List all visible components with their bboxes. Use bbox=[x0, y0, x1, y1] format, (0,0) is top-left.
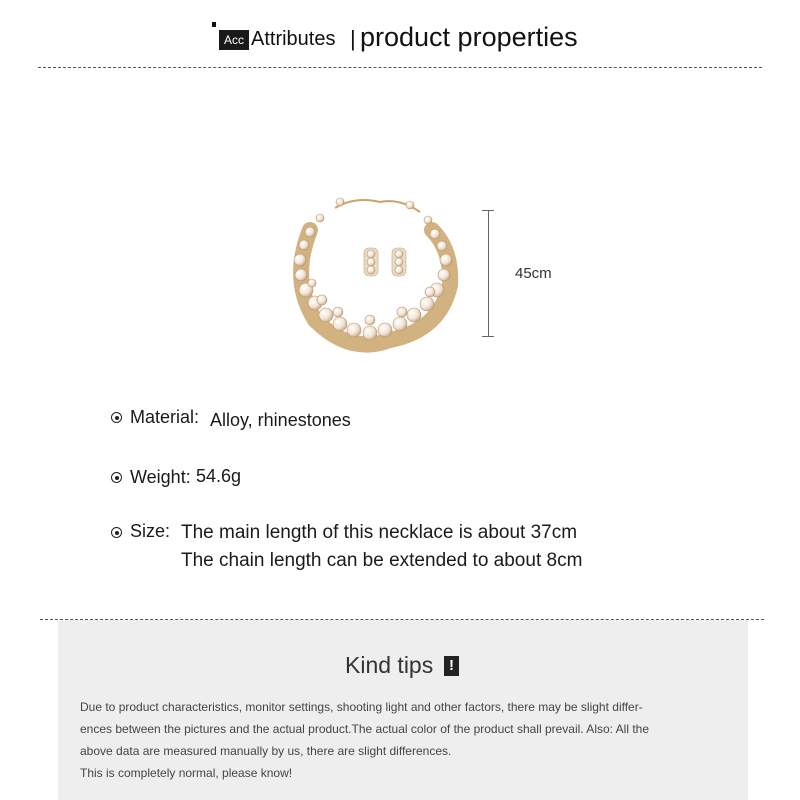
material-label: Material: bbox=[130, 407, 200, 427]
dimension-label: 45cm bbox=[515, 265, 552, 282]
material-bullet-icon bbox=[111, 412, 122, 423]
kind-tips-panel bbox=[58, 620, 748, 800]
pearl-necklace-earrings-image bbox=[280, 190, 470, 365]
weight-bullet-icon bbox=[111, 472, 122, 483]
kind-tips-line: ences between the pictures and the actual product.The actual color of the product shall prevail. Also: All the bbox=[80, 722, 650, 736]
warning-icon: ! bbox=[444, 656, 459, 676]
kind-tips-line: This is completely normal, please know! bbox=[80, 766, 293, 780]
divider-top bbox=[38, 67, 762, 68]
weight-label: Weight: bbox=[130, 467, 191, 487]
section-header bbox=[0, 18, 800, 62]
header-separator: | bbox=[350, 26, 356, 51]
weight-value: 54.6g bbox=[196, 466, 242, 486]
header-dot-icon bbox=[212, 22, 216, 27]
size-label: Size: bbox=[130, 521, 171, 541]
material-value: Alloy, rhinestones bbox=[210, 410, 351, 430]
size-value-line1: The main length of this necklace is about 37cm bbox=[181, 522, 578, 543]
size-value-line2: The chain length can be extended to about 8cm bbox=[181, 550, 583, 571]
kind-tips-line: Due to product characteristics, monitor settings, shooting light and other factors, there may be slight differ- bbox=[80, 700, 643, 714]
dimension-tick-bottom bbox=[482, 336, 494, 337]
size-bullet-icon bbox=[111, 527, 122, 538]
dimension-line bbox=[488, 210, 489, 337]
kind-tips-title: Kind tips bbox=[345, 652, 434, 678]
kind-tips-line: above data are measured manually by us, there are slight differences. bbox=[80, 744, 452, 758]
acc-badge: Acc bbox=[219, 30, 249, 50]
dimension-marker bbox=[482, 210, 496, 337]
attributes-label: Attributes bbox=[251, 28, 336, 50]
page-title: product properties bbox=[360, 22, 578, 52]
